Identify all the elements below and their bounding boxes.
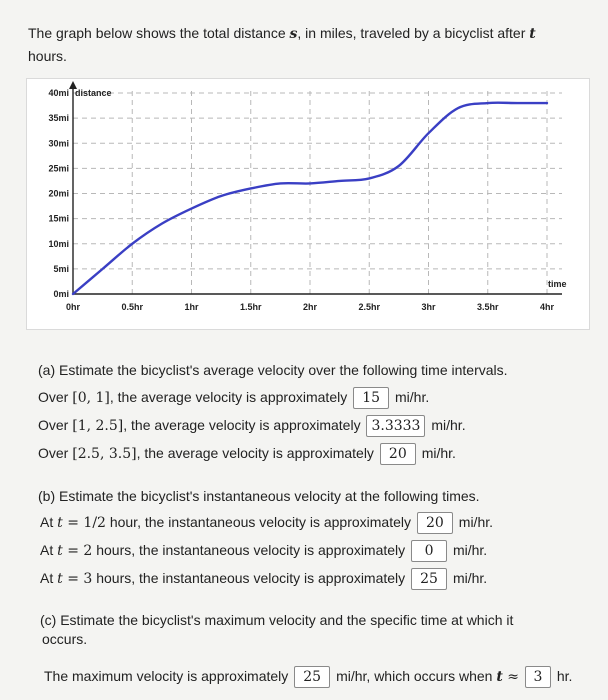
problem-intro [28,22,568,67]
row-text: hours, the instantaneous velocity is approximately [92,570,406,586]
x-tick-label: 2hr [302,302,318,312]
answer-field-avg-2.5-3.5[interactable]: 20 [380,443,416,465]
part-b-row-2 [40,538,487,562]
x-tick-labels [66,302,555,312]
time-value: 1/2 [83,515,106,531]
y-tick-label: 20mi [48,188,69,199]
unit-label: mi/hr. [421,445,456,461]
y-tick-label: 0mi [53,289,69,299]
row-prefix: Over [38,389,73,405]
equals-sign: = [62,571,84,587]
x-tick-label: 1hr [184,302,199,312]
unit-label: mi/hr. [458,514,494,530]
answer-field-inst-2[interactable]: 0 [411,540,447,562]
y-tick-label: 40mi [48,88,69,98]
part-a-row-3 [38,441,456,465]
row-prefix: Over [38,417,73,433]
y-tick-label: 35mi [48,113,69,124]
answer-field-inst-3[interactable]: 25 [411,568,447,590]
x-tick-label: 2.5hr [358,302,381,312]
unit-label: mi/hr. [395,389,430,405]
distance-time-graph [26,78,590,330]
row-text: The maximum velocity is approximately [44,668,289,684]
row-text: mi/hr, which occurs when [336,668,497,684]
y-tick-labels [48,88,69,299]
var-t: t [57,515,63,531]
unit-label: mi/hr. [452,570,488,586]
chart-grid [73,87,562,294]
interval-label: [2.5, 3.5] [72,446,137,462]
x-tick-label: 4hr [539,302,555,312]
x-axis-title: time [548,279,567,289]
answer-field-avg-1-2.5[interactable]: 3.3333 [366,415,425,437]
part-b-row-3 [40,566,487,590]
approx-sign: ≈ [502,669,520,685]
x-tick-label: 3.5hr [476,302,499,312]
time-value: 3 [83,571,93,587]
time-value: 2 [83,543,93,559]
equals-sign: = [62,515,84,531]
row-prefix: At [40,570,58,586]
y-tick-label: 5mi [53,263,69,274]
y-axis-title: distance [75,88,112,98]
x-tick-label: 3hr [421,302,436,312]
var-t: t [57,571,63,587]
equals-sign: = [62,543,84,559]
y-tick-label: 10mi [48,238,69,249]
y-tick-label: 30mi [48,138,69,149]
row-text: , the average velocity is approximately [109,389,348,405]
answer-field-max-time[interactable]: 3 [525,666,551,688]
y-tick-label: 15mi [48,213,69,224]
interval-label: [0, 1] [72,390,110,406]
answer-field-inst-0.5[interactable]: 20 [417,512,453,534]
unit-label: mi/hr. [452,542,488,558]
part-b-row-1 [40,510,493,534]
part-c-heading-line-2: occurs. [42,631,88,647]
x-tick-label: 1.5hr [239,302,262,312]
part-a-heading: (a) Estimate the bicyclist's average velocity over the following time intervals. [38,362,508,378]
intro-var-s: s [289,26,298,42]
row-text: hours, the instantaneous velocity is approximately [92,542,406,558]
unit-label: mi/hr. [431,417,466,433]
x-tick-label: 0hr [65,302,81,312]
x-tick-label: 0.5hr [121,302,144,312]
part-a-row-2 [38,413,466,437]
answer-field-avg-0-1[interactable]: 15 [353,387,389,409]
intro-var-t: t [529,26,536,42]
row-prefix: Over [38,445,73,461]
part-c-answer-row [44,664,572,688]
chart-svg [27,79,589,329]
row-prefix: At [40,514,58,530]
part-a-row-1 [38,385,429,409]
part-c-heading-line-1: (c) Estimate the bicyclist's maximum velocity and the specific time at which it [40,612,514,628]
row-prefix: At [40,542,58,558]
var-t: t [496,669,503,685]
y-tick-label: 25mi [48,163,69,174]
answer-field-max-velocity[interactable]: 25 [294,666,330,688]
intro-text-middle: , in miles, traveled by a bicyclist after [297,25,530,41]
part-b-heading: (b) Estimate the bicyclist's instantaneous velocity at the following times. [38,488,480,504]
row-text: , the average velocity is approximately [136,445,374,461]
interval-label: [1, 2.5] [72,418,124,434]
row-text: , the average velocity is approximately [123,417,361,433]
var-t: t [57,543,63,559]
unit-label: hr. [556,668,573,684]
intro-text-end: hours. [28,48,67,64]
row-text: hour, the instantaneous velocity is approximately [105,514,411,530]
intro-text-start: The graph below shows the total distance [28,25,290,41]
